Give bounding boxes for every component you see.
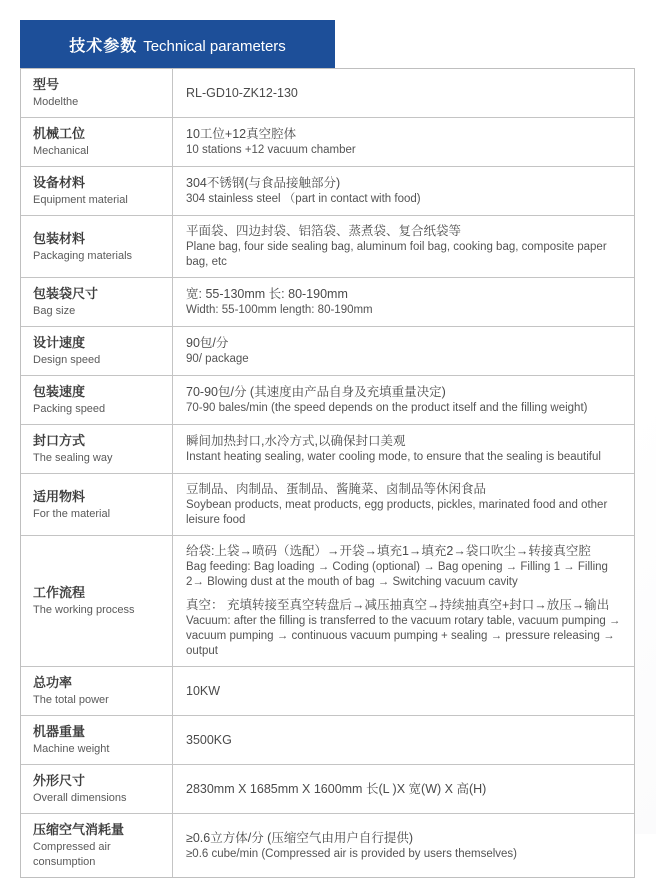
param-value-cell [173, 716, 634, 764]
param-value-line: Soybean products, meat products, egg products, pickles, marinated food and other leisure food [186, 499, 608, 526]
param-label-en: Equipment material [33, 194, 128, 206]
param-label-zh: 压缩空气消耗量 [33, 822, 125, 837]
table-row [21, 813, 634, 877]
param-label-zh: 机器重量 [33, 724, 86, 739]
param-value-line: 宽: 55-130mm 长: 80-190mm [186, 287, 348, 301]
param-label-cell [21, 167, 173, 215]
technical-parameters-table [20, 68, 635, 878]
table-row [21, 666, 634, 715]
param-value-line: ≥0.6 cube/min (Compressed air is provided by users themselves) [186, 847, 518, 860]
param-value-line: 10KW [186, 683, 221, 698]
table-row [21, 375, 634, 424]
table-row [21, 764, 634, 813]
param-label-en: For the material [33, 507, 111, 520]
param-label-en: Modelthe [33, 96, 79, 108]
param-value-line: 真空： 充填转接至真空转盘后→减压抽真空→持续抽真空+封口→放压→输出 [186, 598, 610, 612]
param-value-cell [173, 327, 634, 375]
table-row [21, 715, 634, 764]
param-value-line: 瞬间加热封口,水冷方式,以确保封口美观 [186, 434, 406, 448]
param-value-cell [173, 474, 634, 535]
param-label-cell [21, 376, 173, 424]
param-value-line: Plane bag, four side sealing bag, aluminum foil bag, cooking bag, composite paper bag, etc [186, 241, 607, 268]
param-label-cell [21, 474, 173, 535]
param-label-zh: 包装材料 [33, 230, 86, 246]
param-label-en: Overall dimensions [33, 792, 127, 804]
table-row [21, 117, 634, 166]
param-value-cell [173, 118, 634, 166]
param-label-cell [21, 216, 173, 277]
param-value-cell [173, 69, 634, 117]
param-label-zh: 机械工位 [33, 126, 86, 141]
param-label-cell [21, 425, 173, 473]
section-title-zh: 技术参数 [69, 38, 138, 55]
param-value-line: 304不锈钢(与食品接触部分) [186, 176, 341, 190]
param-value-line: 90/ package [186, 353, 249, 365]
param-value-line: 3500KG [186, 732, 232, 747]
param-value-line: 304 stainless steel （part in contact with food) [186, 193, 421, 205]
param-value-cell [173, 765, 634, 813]
param-value-line: 10 stations +12 vacuum chamber [186, 144, 356, 156]
param-value-line: 平面袋、四边封袋、铝箔袋、蒸煮袋、复合纸袋等 [186, 224, 462, 238]
param-label-cell [21, 765, 173, 813]
table-row [21, 69, 634, 117]
param-label-en: Packaging materials [33, 249, 133, 262]
param-label-zh: 包装袋尺寸 [33, 286, 99, 301]
param-label-cell [21, 278, 173, 326]
param-label-en: Design speed [33, 354, 101, 366]
section-title-en: Technical parameters [143, 38, 286, 55]
table-row [21, 424, 634, 473]
param-label-en: Mechanical [33, 145, 89, 157]
param-label-en: The sealing way [33, 452, 113, 464]
param-value-line: 2830mm X 1685mm X 1600mm 长(L )X 宽(W) X 高(H) [186, 781, 487, 796]
param-label-en: Packing speed [33, 403, 106, 415]
param-label-zh: 总功率 [33, 675, 73, 690]
param-value-cell [173, 667, 634, 715]
param-label-zh: 外形尺寸 [33, 773, 86, 788]
param-label-cell [21, 814, 173, 877]
param-label-zh: 设计速度 [33, 335, 86, 350]
table-row [21, 535, 634, 666]
param-label-cell [21, 69, 173, 117]
param-value-line: 70-90包/分 (其速度由产品自身及充填重量决定) [186, 385, 446, 399]
param-label-cell [21, 536, 173, 666]
table-row [21, 277, 634, 326]
param-label-en: The total power [33, 694, 109, 706]
param-value-cell [173, 167, 634, 215]
param-value-line: Bag feeding: Bag loading → Coding (optional) → Bag opening → Filling 1 → Filling 2→ Blowing dust at the mouth of bag → Switching vacuum cavity [186, 561, 608, 588]
param-label-en: The working process [33, 604, 135, 616]
param-label-zh: 工作流程 [33, 585, 86, 600]
param-value-line: Width: 55-100mm length: 80-190mm [186, 304, 373, 316]
param-label-zh: 型号 [33, 77, 60, 92]
param-label-en: Machine weight [33, 743, 110, 755]
section-header-banner [20, 20, 335, 68]
param-value-cell [173, 536, 634, 666]
param-label-cell [21, 118, 173, 166]
param-value-cell [173, 376, 634, 424]
param-label-zh: 包装速度 [33, 384, 86, 399]
table-row [21, 166, 634, 215]
param-value-line: 10工位+12真空腔体 [186, 127, 297, 141]
param-label-zh: 封口方式 [33, 433, 86, 448]
param-value-line: 90包/分 [186, 336, 229, 350]
param-value-line: 70-90 bales/min (the speed depends on the product itself and the filling weight) [186, 402, 588, 414]
param-label-zh: 设备材料 [33, 175, 86, 190]
param-label-en: Compressed air consumption [33, 841, 111, 868]
param-value-line: 豆制品、肉制品、蛋制品、酱腌菜、卤制品等休闲食品 [186, 482, 487, 496]
param-value-cell [173, 425, 634, 473]
param-label-cell [21, 716, 173, 764]
param-value-line: 给袋:上袋→喷码（选配）→开袋→填充1→填充2→袋口吹尘→转接真空腔 [186, 544, 591, 558]
param-label-cell [21, 327, 173, 375]
param-value-cell [173, 216, 634, 277]
param-value-cell [173, 278, 634, 326]
table-row [21, 473, 634, 535]
param-value-line: Vacuum: after the filling is transferred to the vacuum rotary table, vacuum pumping → vacuum pumping → continuous vacuum pumping + sealing → pressure releasing → output [186, 615, 621, 657]
param-label-en: Bag size [33, 305, 76, 317]
param-label-cell [21, 667, 173, 715]
param-label-zh: 适用物料 [33, 488, 86, 504]
param-value-line: RL-GD10-ZK12-130 [186, 85, 298, 100]
param-value-line: ≥0.6立方体/分 (压缩空气由用户自行提供) [186, 830, 414, 845]
table-row [21, 326, 634, 375]
param-value-cell [173, 814, 634, 877]
param-value-line: Instant heating sealing, water cooling mode, to ensure that the sealing is beautiful [186, 451, 601, 463]
table-row [21, 215, 634, 277]
